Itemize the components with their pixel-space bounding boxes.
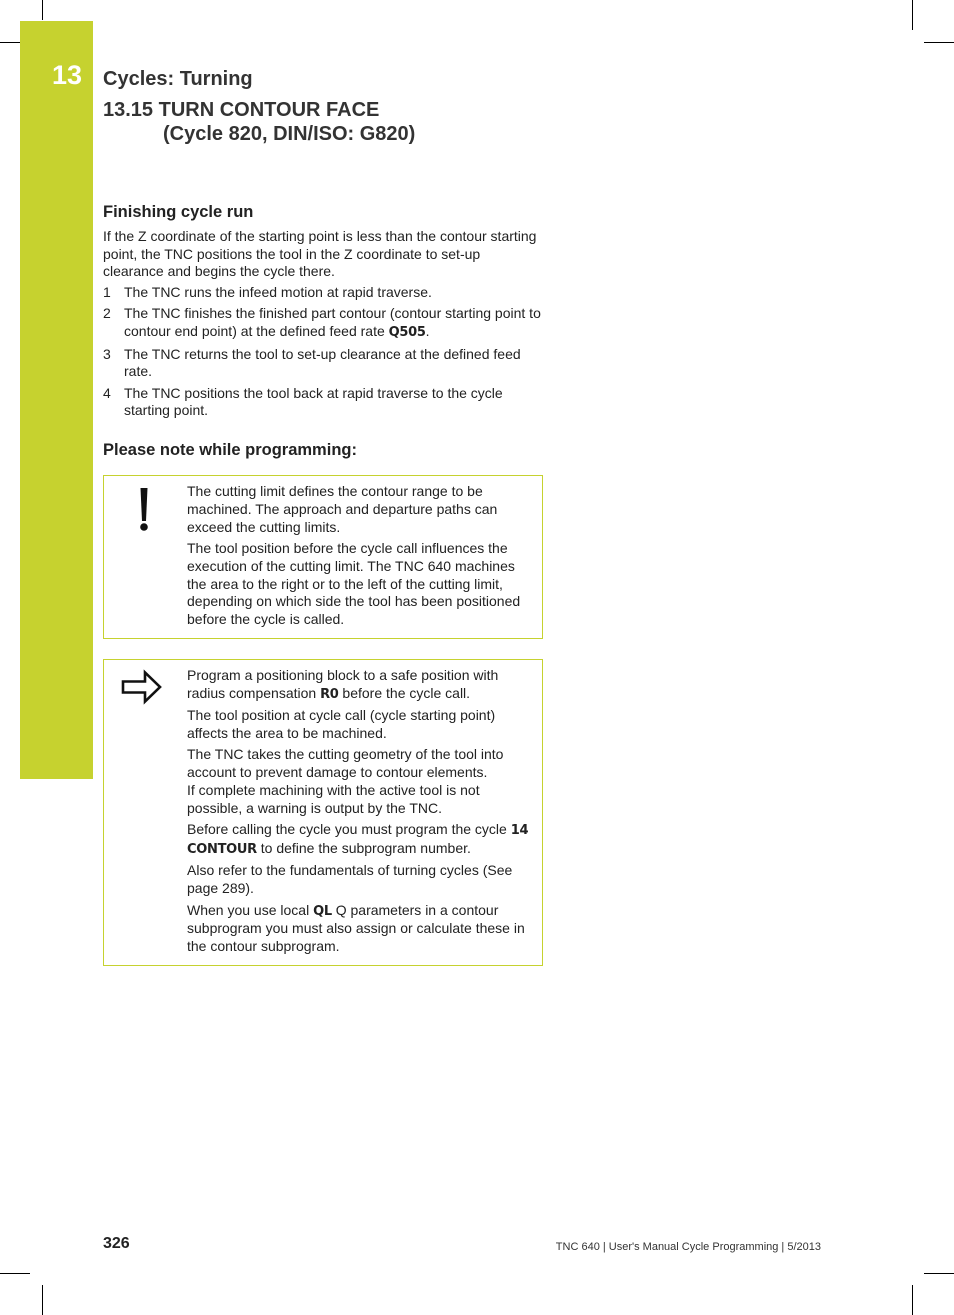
step-text: . [425, 323, 430, 340]
hint-paragraph: Also refer to the fundamentals of turning cycles (See page 289). [187, 862, 513, 897]
warning-paragraph: The tool position before the cycle call influences the execution of the cutting limit. The TNC 640 machines the area to the right or to the left of the cutting limit, depending on which side the tool has been positioned before the cycle is called. [187, 540, 521, 628]
hint-text: When you use local [187, 901, 314, 918]
crop-mark [924, 42, 954, 43]
finishing-steps [103, 284, 543, 420]
step-text: The TNC runs the infeed motion at rapid traverse. [124, 284, 432, 301]
hint-note-body [187, 660, 542, 965]
footer-text: TNC 640 | User's Manual Cycle Programming | 5/2013 [555, 1241, 821, 1253]
code-keyword: R0 [320, 686, 339, 702]
finishing-heading: Finishing cycle run [103, 203, 254, 221]
finishing-intro: If the Z coordinate of the starting point is less than the contour starting point, the TNC positions the tool in the Z coordinate to set-up clearance and begins the cycle there. [103, 227, 537, 280]
page-number: 326 [103, 1235, 130, 1252]
step-text: The TNC positions the tool back at rapid traverse to the cycle starting point. [124, 384, 503, 419]
step-text: The TNC returns the tool to set-up clearance at the defined feed rate. [124, 345, 521, 380]
crop-mark [0, 42, 20, 43]
step-number: 3 [103, 345, 111, 362]
main-content [103, 204, 543, 966]
crop-mark [42, 0, 43, 20]
crop-mark [912, 1285, 913, 1315]
hint-paragraph [187, 821, 532, 859]
step-number: 4 [103, 384, 111, 401]
hint-text: If complete machining with the active tool is not possible, a warning is output by the TNC. [187, 782, 480, 816]
section-title [103, 98, 415, 146]
hint-text: Q parameters in a contour subprogram you must also assign or calculate these in the contour subprogram. [187, 901, 525, 955]
hint-text: to define the subprogram number. [256, 839, 471, 856]
warning-paragraph: The cutting limit defines the contour range to be machined. The approach and departure paths can exceed the cutting limits. [187, 483, 498, 535]
arrow-right-icon [104, 660, 186, 725]
code-keyword: Q505 [388, 325, 426, 341]
hint-paragraph: The tool position at cycle call (cycle starting point) affects the area to be machined. [187, 707, 496, 742]
warning-note-box [103, 475, 543, 639]
hint-text: before the cycle call. [338, 684, 471, 701]
code-keyword: 14 CONTOUR [187, 823, 529, 857]
hint-paragraph [187, 746, 532, 817]
step-text: The TNC finishes the finished part contour (contour starting point to contour end point) at the defined feed rate [124, 305, 541, 340]
hint-paragraph [187, 902, 532, 956]
step-number: 1 [103, 284, 111, 301]
section-title-line1: 13.15 TURN CONTOUR FACE [103, 99, 380, 121]
crop-mark [912, 0, 913, 30]
section-title-line2: (Cycle 820, DIN/ISO: G820) [163, 123, 416, 145]
crop-mark [924, 1273, 954, 1274]
chapter-number: 13 [52, 60, 83, 90]
code-keyword: QL [313, 903, 332, 919]
hint-text: The TNC takes the cutting geometry of the tool into account to prevent damage to contour elements. [187, 746, 504, 781]
crop-mark [42, 1285, 43, 1315]
list-item [103, 284, 543, 302]
list-item [103, 385, 543, 421]
hint-paragraph [187, 667, 532, 704]
chapter-sidebar [20, 21, 93, 779]
list-item [103, 305, 543, 342]
hint-text: Before calling the cycle you must program the cycle [187, 821, 511, 838]
exclamation-icon [104, 476, 186, 551]
notes-heading: Please note while programming: [103, 441, 357, 460]
crop-mark [0, 1273, 30, 1274]
hint-text: Program a positioning block to a safe position with radius compensation [187, 667, 499, 701]
warning-note-body [187, 476, 542, 638]
chapter-title: Cycles: Turning [103, 68, 253, 90]
hint-note-box [103, 659, 543, 966]
step-number: 2 [103, 305, 111, 322]
list-item [103, 346, 543, 382]
